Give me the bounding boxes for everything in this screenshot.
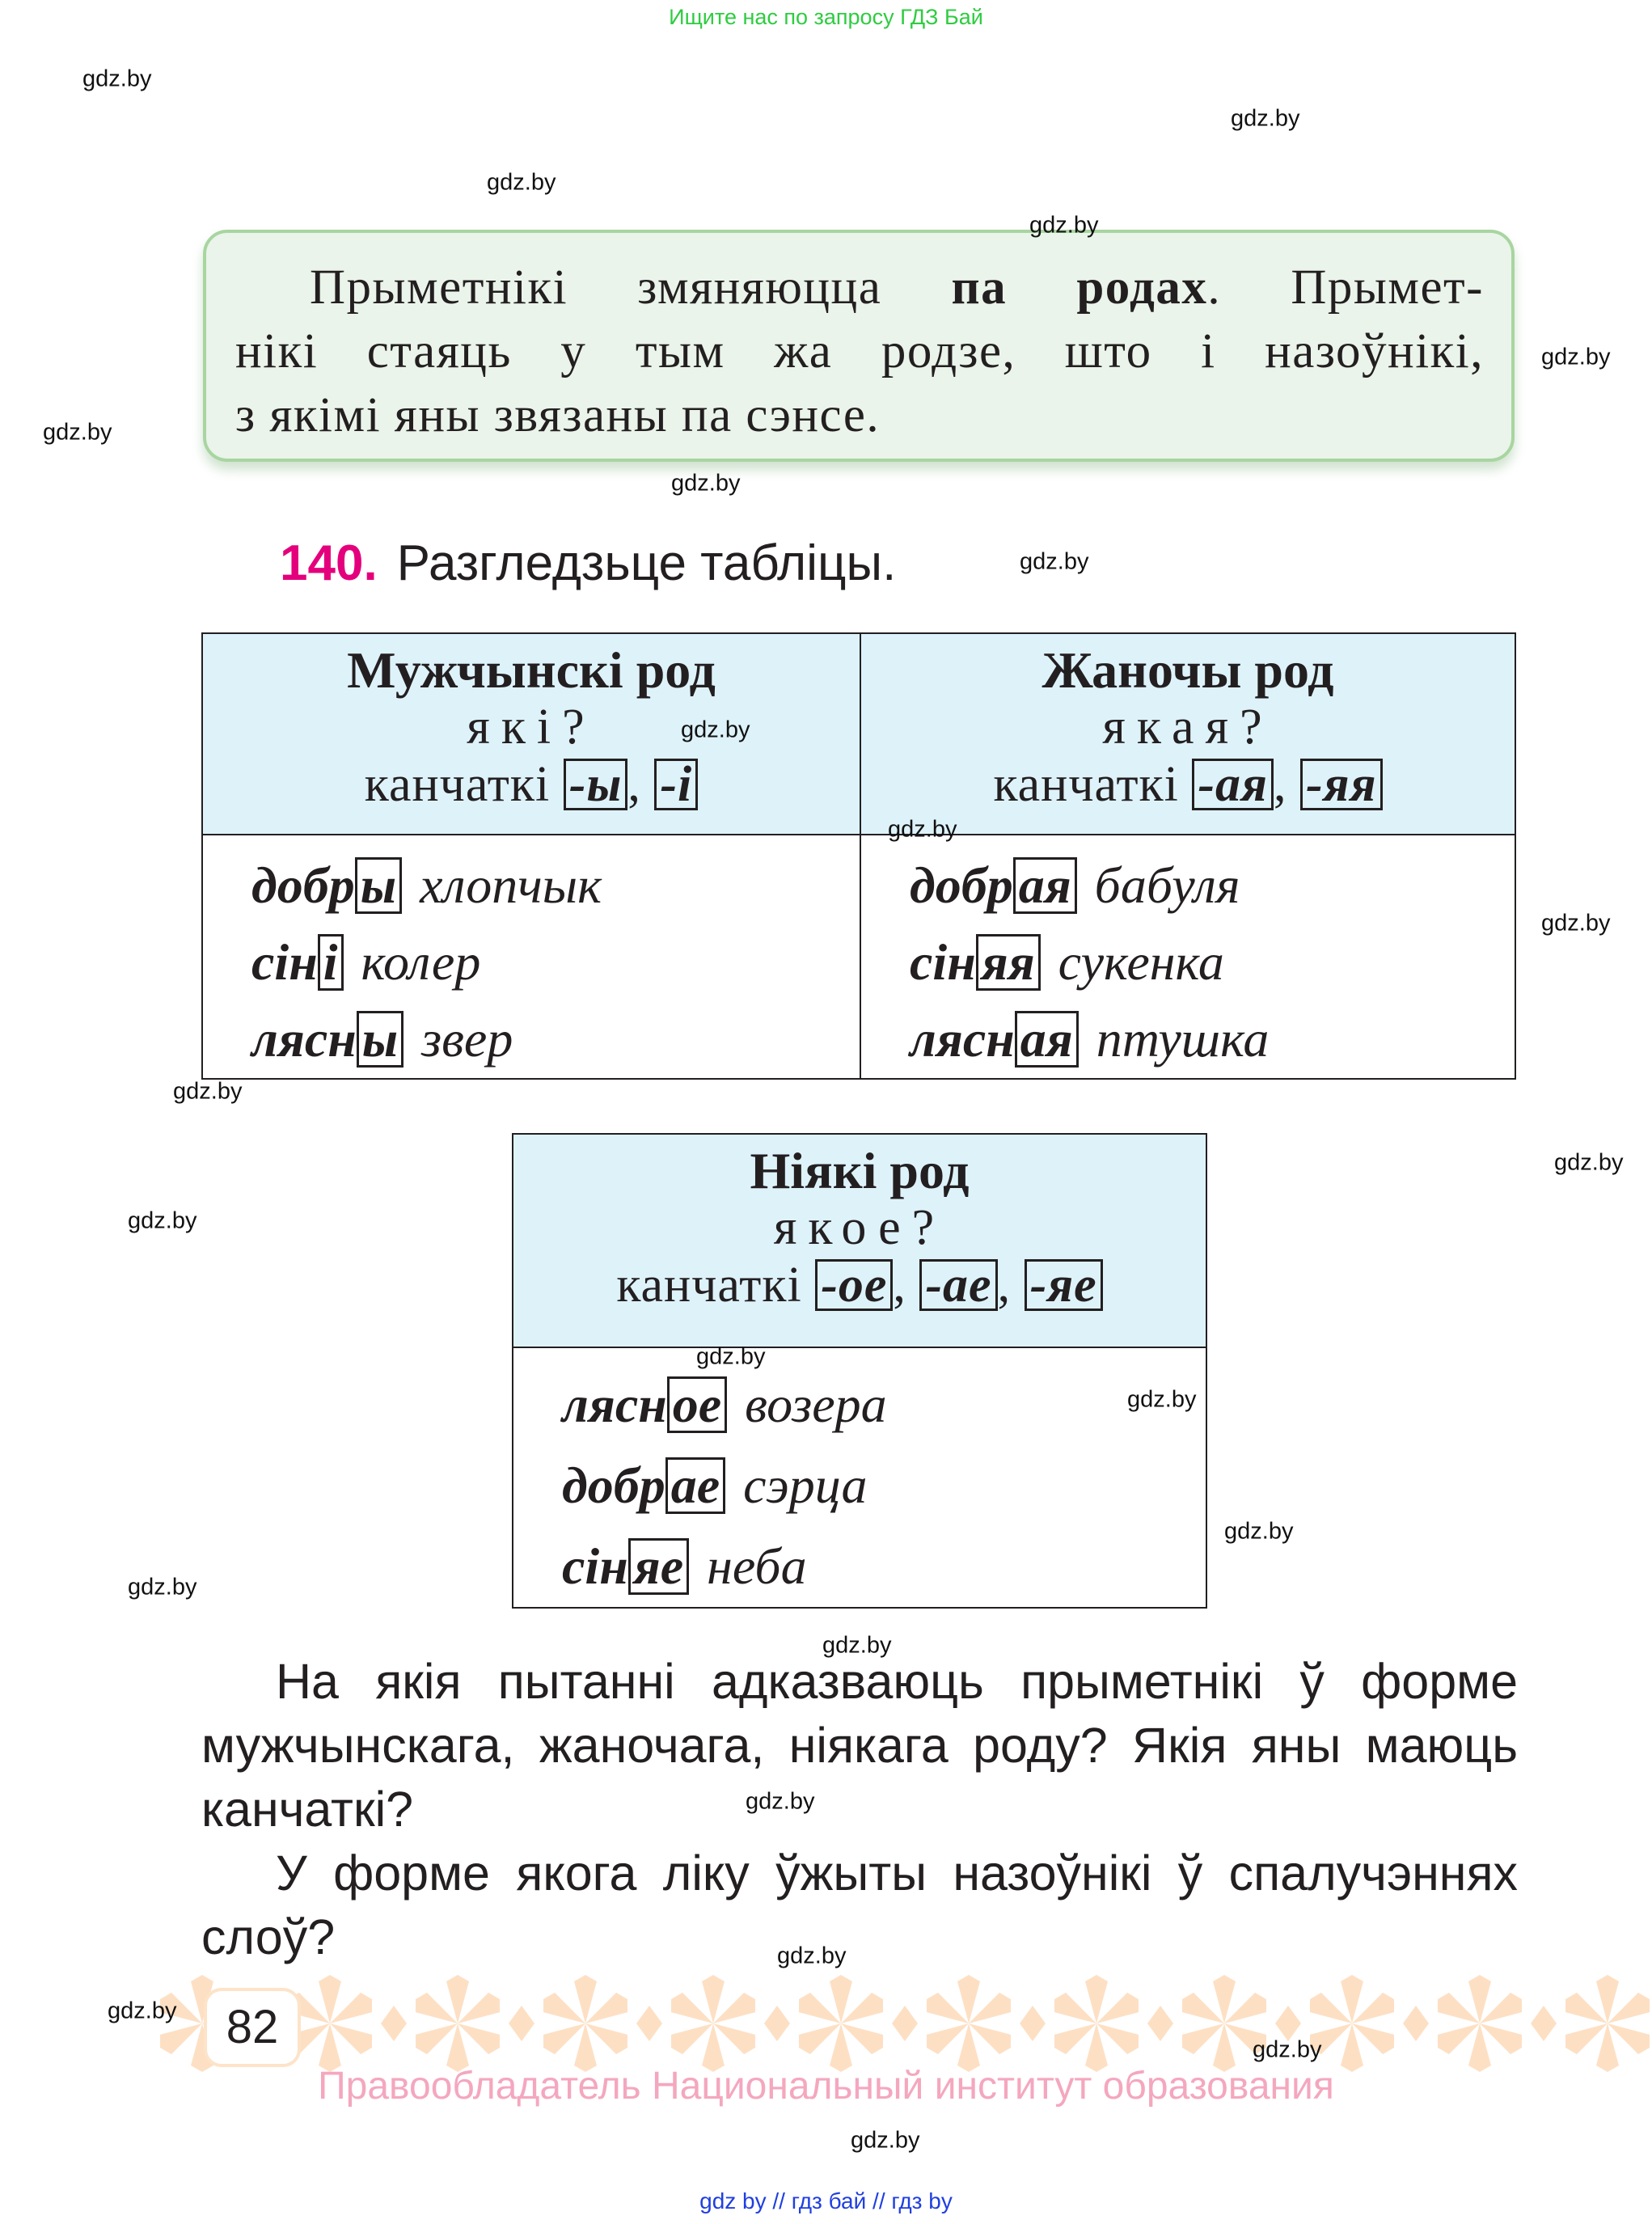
noun: сэрца bbox=[743, 1457, 868, 1514]
diamond-icon bbox=[1531, 2006, 1557, 2041]
ending-box: -і bbox=[654, 759, 698, 810]
snowflake-icon bbox=[410, 1975, 505, 2072]
stem: добр bbox=[910, 856, 1013, 914]
watermark: gdz.by bbox=[696, 1343, 766, 1370]
exercise-heading bbox=[280, 535, 896, 592]
stem: лясн bbox=[910, 1010, 1015, 1068]
example-row bbox=[251, 847, 860, 924]
snowflake-icon bbox=[665, 1975, 761, 2072]
page-number: 82 bbox=[204, 1988, 301, 2067]
ending-box: і bbox=[318, 934, 344, 991]
ending-box: -ое bbox=[815, 1259, 893, 1311]
ornament-border bbox=[154, 1973, 1652, 2074]
feminine-header bbox=[860, 633, 1515, 835]
noun: сукенка bbox=[1058, 933, 1224, 991]
rule-box bbox=[203, 230, 1515, 462]
snowflake-icon bbox=[1560, 1975, 1652, 2072]
rule-line-3: з якімі яны звязаны па сэнсе. bbox=[235, 388, 881, 442]
watermark: gdz.by bbox=[1231, 105, 1300, 132]
watermark: gdz.by bbox=[82, 66, 152, 92]
watermark: gdz.by bbox=[1554, 1149, 1624, 1176]
copyright-notice: Правообладатель Национальный институт образования bbox=[318, 2065, 1334, 2108]
questions-text bbox=[201, 1650, 1518, 1969]
diamond-icon bbox=[509, 2006, 534, 2041]
watermark: gdz.by bbox=[1029, 212, 1099, 239]
rule-emphasis: па родах bbox=[951, 260, 1208, 315]
endings-label: канчаткі bbox=[616, 1258, 802, 1313]
bottom-links[interactable]: gdz by // гдз бай // гдз by bbox=[699, 2188, 953, 2213]
neuter-question: якое? bbox=[773, 1200, 946, 1255]
stem: сін bbox=[251, 933, 318, 991]
noun: бабуля bbox=[1094, 856, 1240, 914]
ending-box: -яя bbox=[1300, 759, 1383, 810]
ending-box: -яе bbox=[1025, 1259, 1103, 1311]
watermark: gdz.by bbox=[43, 419, 112, 446]
noun: неба bbox=[707, 1537, 807, 1595]
neuter-title: Ніякі род bbox=[750, 1142, 970, 1199]
masculine-header bbox=[202, 633, 860, 835]
exercise-title: Разгледзьце табліцы. bbox=[396, 535, 897, 591]
stem: добр bbox=[251, 856, 355, 914]
snowflake-icon bbox=[538, 1975, 633, 2072]
watermark: gdz.by bbox=[1127, 1386, 1197, 1413]
stem: сін bbox=[562, 1537, 628, 1595]
watermark: gdz.by bbox=[777, 1943, 847, 1969]
ending-box: -ы bbox=[564, 759, 628, 810]
watermark: gdz.by bbox=[681, 717, 750, 743]
watermark: gdz.by bbox=[1541, 344, 1611, 370]
watermark: gdz.by bbox=[888, 816, 957, 843]
masculine-title: Мужчынскі род bbox=[347, 641, 716, 699]
example-row bbox=[562, 1445, 1206, 1526]
ending-box: -ае bbox=[919, 1259, 997, 1311]
exercise-number: 140. bbox=[280, 535, 378, 591]
rule-text: . Прымет- bbox=[1207, 260, 1484, 315]
gender-table-masc-fem bbox=[201, 632, 1516, 1080]
ending-box: ы bbox=[357, 1011, 403, 1068]
feminine-examples bbox=[860, 835, 1515, 1079]
example-row bbox=[562, 1526, 1206, 1607]
stem: лясн bbox=[562, 1376, 667, 1433]
ending-box: -ая bbox=[1192, 759, 1274, 810]
stem: сін bbox=[910, 933, 976, 991]
question-2: У форме якога ліку ўжыты назоўнікі ў спалучэннях слоў? bbox=[201, 1846, 1518, 1964]
noun: колер bbox=[361, 933, 481, 991]
feminine-title: Жаночы род bbox=[1041, 641, 1334, 699]
watermark: gdz.by bbox=[128, 1207, 197, 1234]
snowflake-icon bbox=[921, 1975, 1016, 2072]
rule-line-2: нікі стаяць у тым жа родзе, што і назоўнікі, bbox=[235, 324, 1484, 378]
noun: птушка bbox=[1096, 1010, 1270, 1068]
rule-text: Прыметнікі змяняюцца bbox=[310, 260, 952, 315]
ending-box: ое bbox=[667, 1376, 727, 1433]
example-row bbox=[251, 1000, 860, 1077]
top-banner[interactable]: Ищите нас по запросу ГДЗ Бай bbox=[669, 5, 983, 29]
ending-box: ы bbox=[355, 857, 402, 914]
watermark: gdz.by bbox=[822, 1632, 892, 1659]
watermark: gdz.by bbox=[1253, 2036, 1322, 2063]
ending-box: яе bbox=[628, 1538, 689, 1595]
endings-label: канчаткі bbox=[364, 757, 551, 812]
stem: лясн bbox=[251, 1010, 357, 1068]
example-row bbox=[251, 924, 860, 1000]
watermark: gdz.by bbox=[487, 169, 556, 196]
neuter-endings: канчаткі -ое , -ае , -яе bbox=[513, 1256, 1206, 1314]
feminine-endings: канчаткі -ая , -яя bbox=[861, 755, 1515, 814]
ending-box: яя bbox=[976, 934, 1041, 991]
watermark: gdz.by bbox=[1224, 1518, 1294, 1545]
watermark: gdz.by bbox=[1020, 548, 1089, 575]
diamond-icon bbox=[1275, 2006, 1301, 2041]
endings-label: канчаткі bbox=[993, 757, 1179, 812]
diamond-icon bbox=[1020, 2006, 1046, 2041]
feminine-question: якая? bbox=[1102, 700, 1274, 755]
rule-line-1 bbox=[235, 256, 1484, 319]
ending-box: ая bbox=[1015, 1011, 1079, 1068]
masculine-endings: канчаткі -ы , -і bbox=[203, 755, 860, 814]
watermark: gdz.by bbox=[746, 1788, 815, 1815]
snowflake-icon bbox=[1432, 1975, 1527, 2072]
neuter-examples bbox=[513, 1343, 1206, 1608]
noun: звер bbox=[421, 1010, 513, 1068]
watermark: gdz.by bbox=[851, 2127, 920, 2154]
diamond-icon bbox=[892, 2006, 918, 2041]
watermark: gdz.by bbox=[671, 470, 741, 497]
noun: возера bbox=[745, 1376, 887, 1433]
diamond-icon bbox=[764, 2006, 790, 2041]
snowflake-icon bbox=[793, 1975, 889, 2072]
example-row bbox=[910, 924, 1515, 1000]
diamond-icon bbox=[1403, 2006, 1429, 2041]
diamond-icon bbox=[1147, 2006, 1173, 2041]
neuter-header bbox=[513, 1134, 1206, 1347]
stem: добр bbox=[562, 1457, 665, 1514]
watermark: gdz.by bbox=[1541, 910, 1611, 937]
noun: хлопчык bbox=[420, 856, 602, 914]
watermark: gdz.by bbox=[128, 1574, 197, 1600]
watermark: gdz.by bbox=[108, 1998, 177, 2024]
snowflake-icon bbox=[1049, 1975, 1144, 2072]
question-1: На якія пытанні адказваюць прыметнікі ў форме мужчынскага, жаночага, ніякага роду? Якія яны маюць канчаткі? bbox=[201, 1654, 1518, 1837]
gender-table-neuter bbox=[512, 1133, 1207, 1609]
watermark: gdz.by bbox=[173, 1078, 243, 1105]
diamond-icon bbox=[381, 2006, 407, 2041]
masculine-examples bbox=[202, 835, 860, 1079]
example-row bbox=[910, 1000, 1515, 1077]
ending-box: ае bbox=[665, 1457, 725, 1514]
example-row bbox=[562, 1364, 1206, 1445]
masculine-question: які? bbox=[467, 700, 596, 755]
example-row bbox=[910, 847, 1515, 924]
ending-box: ая bbox=[1013, 857, 1077, 914]
diamond-icon bbox=[636, 2006, 662, 2041]
